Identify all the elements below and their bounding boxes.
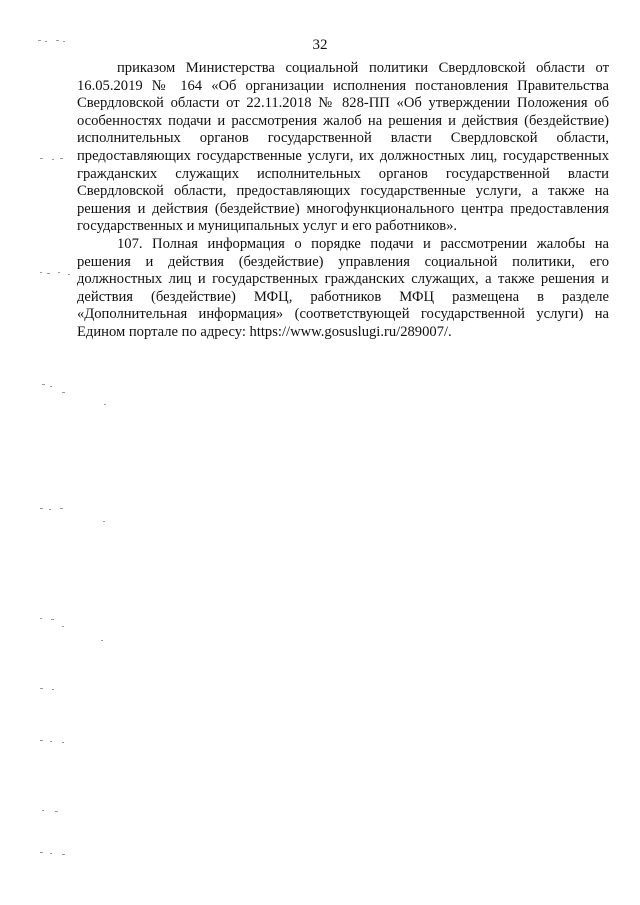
page-number: 32	[312, 37, 328, 53]
paragraph-107-complaint-info: 107. Полная информация о порядке подачи и рассмотрении жалобы на решения и действия (бездействие) управления социальной политики, его должностных лиц и государственных гражданских служащих, а также решения и действия (бездействие) МФЦ, работников МФЦ размещена в разделе «Дополнительная информация» (соответствующей государственной услуги) на Едином портале по адресу: https://www.gosuslugi.ru/289007/.	[77, 235, 609, 340]
body-text	[77, 60, 609, 342]
paragraph-order-reference: приказом Министерства социальной политики Свердловской области от 16.05.2019 № 164 «Об организации исполнения постановления Правительства Свердловской области от 22.11.2018 № 828-ПП «Об утверждении Положения об особенностях подачи и рассмотрения жалоб на решения и действия (бездействие) исполнительных органов государственной власти Свердловской области, предоставляющих государственные услуги, их должностных лиц, государственных гражданских служащих исполнительных органов государственной власти Свердловской области, предоставляющих государственные услуги, а также на решения и действия (бездействие) многофункционального центра предоставления государственных и муниципальных услуг и его работников».	[77, 60, 609, 235]
